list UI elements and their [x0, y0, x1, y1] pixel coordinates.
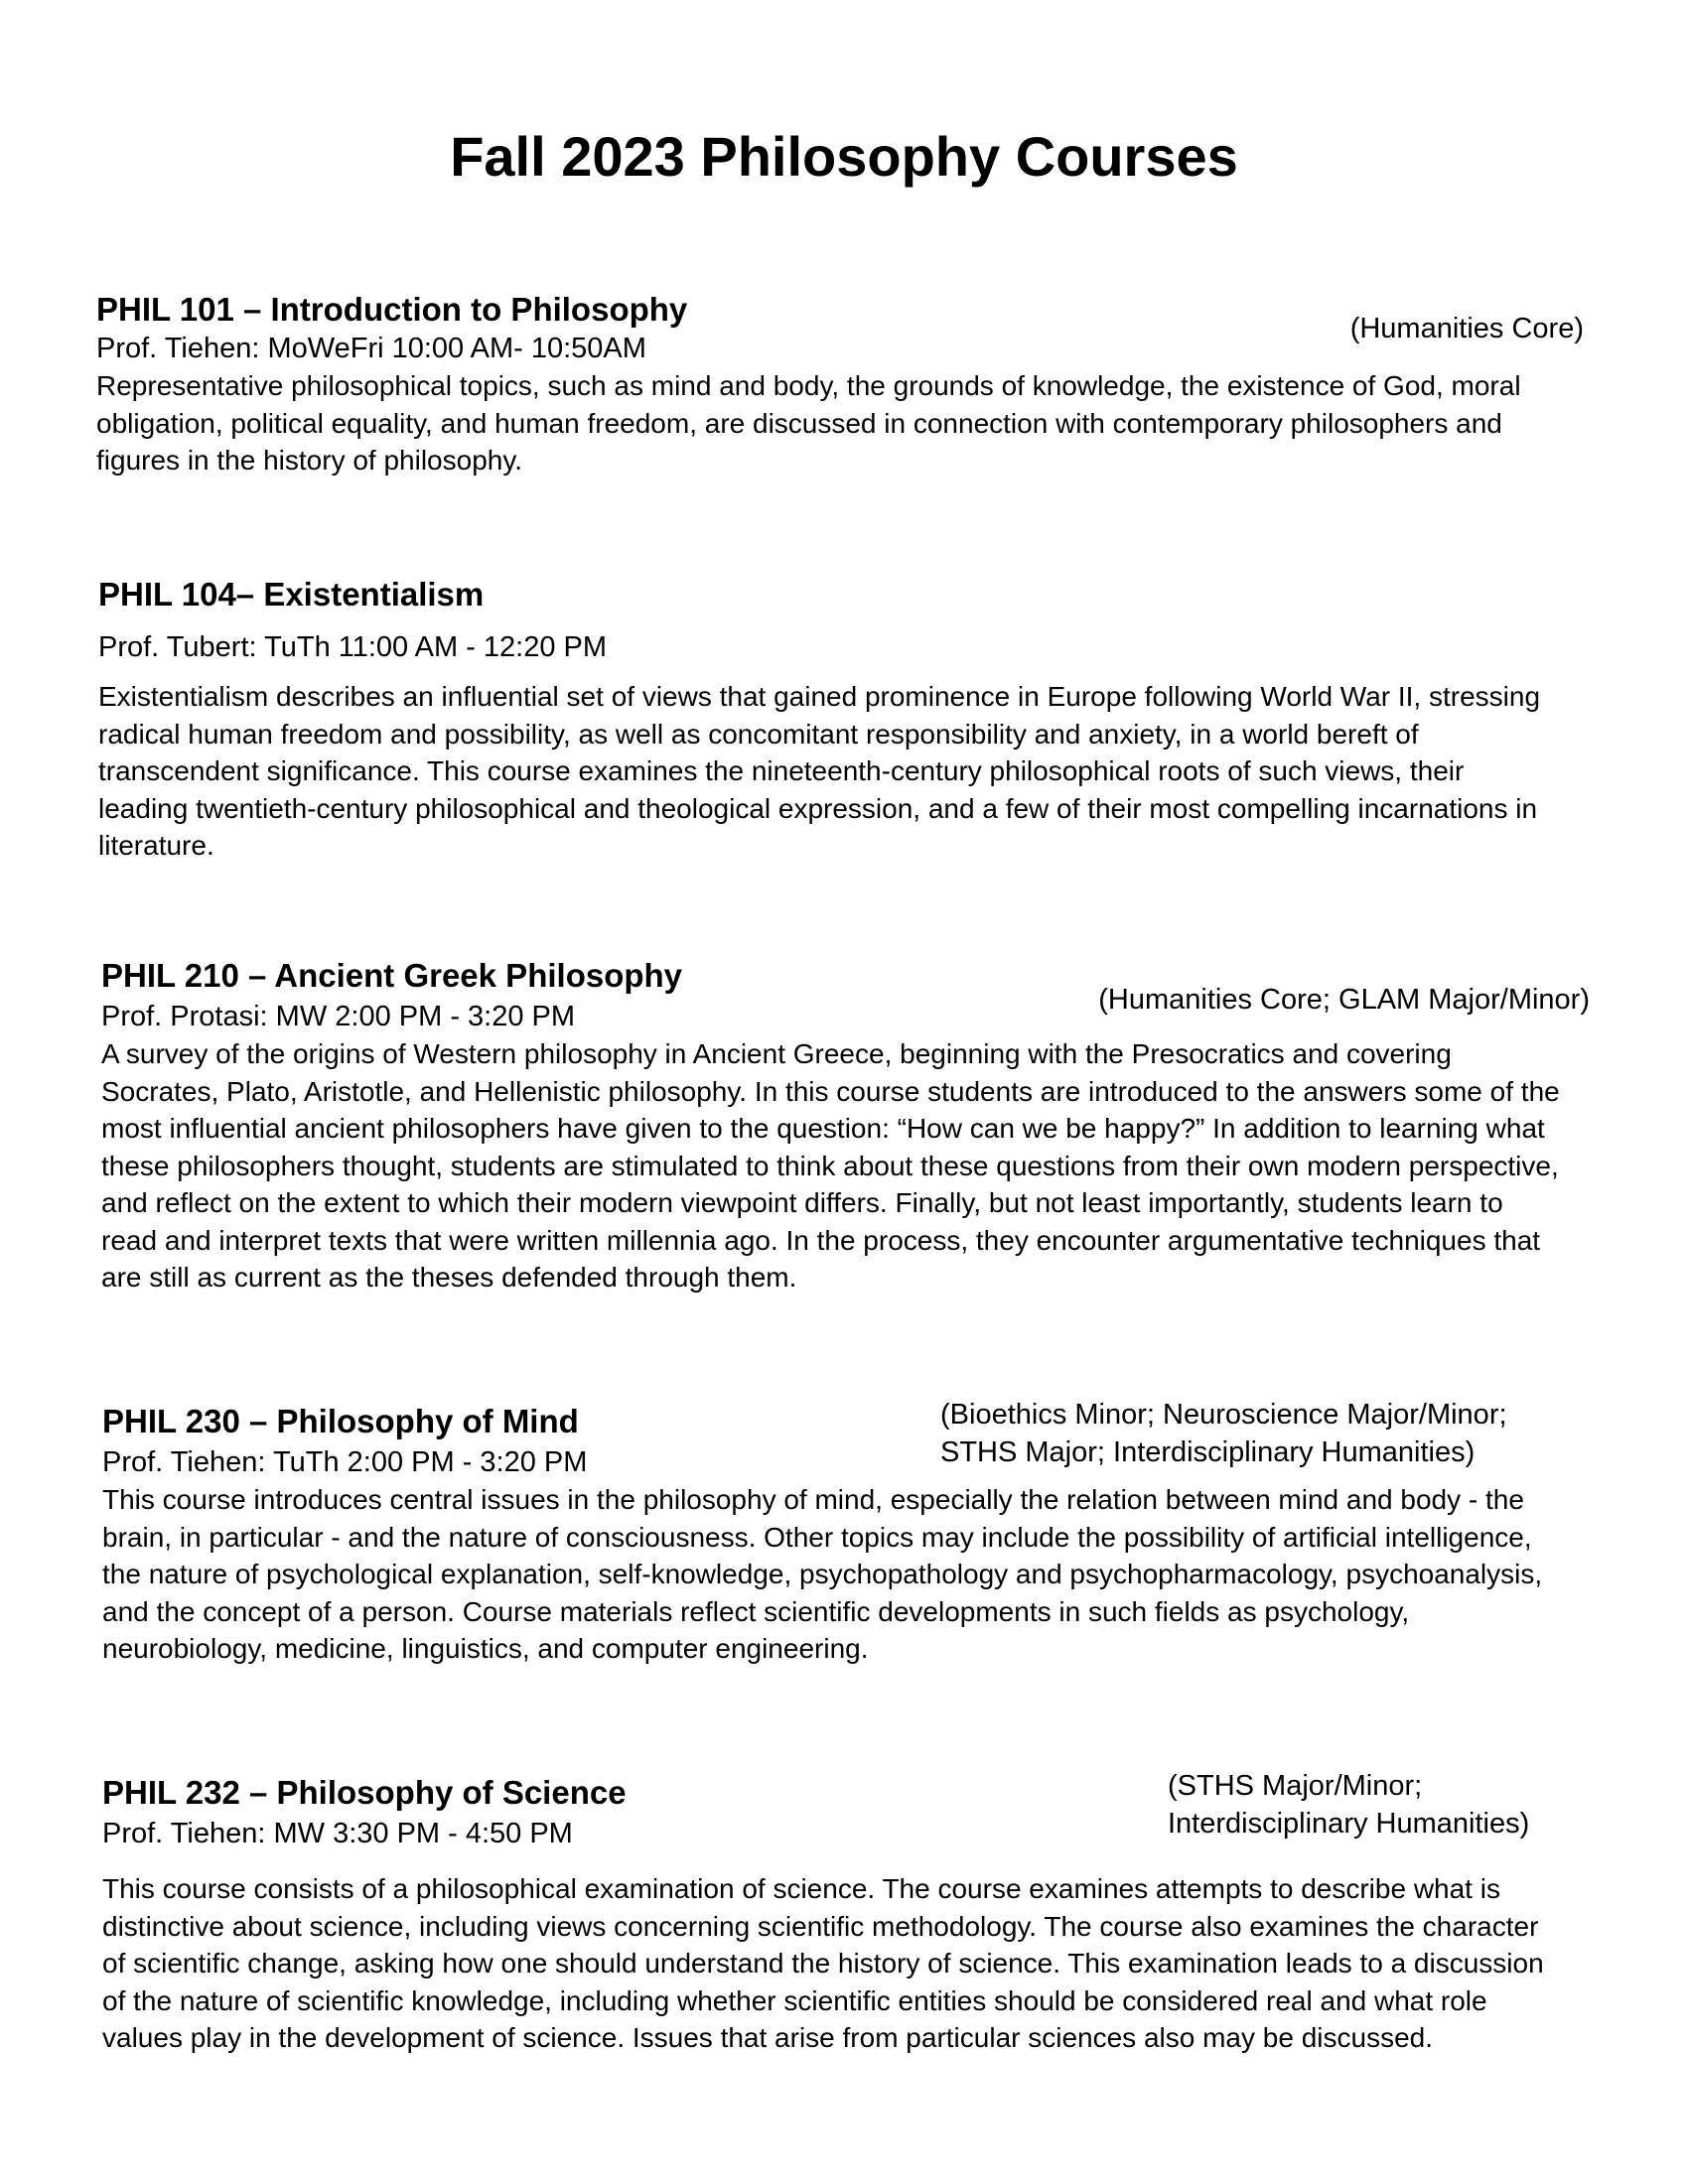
course-title: PHIL 210 – Ancient Greek Philosophy	[101, 957, 683, 994]
course-description: Representative philosophical topics, such as mind and body, the grounds of knowledge, the existence of God, moral obligation, political equality, and human freedom, are discussed in connection with contemporary philosophers and figures in the history of philosophy.	[96, 370, 1521, 476]
course-tags	[1098, 981, 1590, 1019]
course-tag-line: (Bioethics Minor; Neuroscience Major/Minor;	[940, 1399, 1507, 1431]
course-tags	[1350, 310, 1584, 347]
course-professor: Prof. Tiehen: MW 3:30 PM - 4:50 PM	[102, 1818, 573, 1849]
course-professor: Prof. Tubert: TuTh 11:00 AM - 12:20 PM	[98, 631, 608, 663]
course-title: PHIL 232 – Philosophy of Science	[102, 1774, 627, 1811]
course-tag-line: (Humanities Core; GLAM Major/Minor)	[1098, 984, 1590, 1016]
course-tags	[1168, 1767, 1529, 1843]
course-title: PHIL 104– Existentialism	[98, 576, 485, 613]
course-tag-line: (STHS Major/Minor;	[1168, 1770, 1423, 1802]
course-description: A survey of the origins of Western philosophy in Ancient Greece, beginning with the Presocratics and covering Socrates, Plato, Aristotle, and Hellenistic philosophy. In this course students are introduced to the answers some of the most influential ancient philosophers have given to the question: “How can we be happy?” In addition to learning what these philosophers thought, students are stimulated to think about these questions from their own modern perspective, and reflect on the extent to which their modern viewpoint differs. Finally, but not least importantly, students learn to read and interpret texts that were written millennia ago. In the process, they encounter argumentative techniques that are still as current as the theses defended through them.	[101, 1038, 1560, 1293]
course-professor: Prof. Tiehen: MoWeFri 10:00 AM- 10:50AM	[96, 333, 646, 364]
course-professor: Prof. Tiehen: TuTh 2:00 PM - 3:20 PM	[102, 1446, 588, 1478]
course-description: This course consists of a philosophical examination of science. The course examines attempts to describe what is distinctive about science, including views concerning scientific methodology. The course also examines the character of scientific change, asking how one should understand the history of science. This examination leads to a discussion of the nature of scientific knowledge, including whether scientific entities should be considered real and what role values play in the development of science. Issues that arise from particular sciences also may be discussed.	[102, 1873, 1544, 2053]
course-title: PHIL 101 – Introduction to Philosophy	[96, 291, 688, 328]
course-tag-line: Interdisciplinary Humanities)	[1168, 1808, 1530, 1840]
course-tag-line: STHS Major; Interdisciplinary Humanities)	[940, 1436, 1476, 1468]
course-professor: Prof. Protasi: MW 2:00 PM - 3:20 PM	[101, 1001, 576, 1032]
course-description: This course introduces central issues in the philosophy of mind, especially the relation between mind and body - the brain, in particular - and the nature of consciousness. Other topics may include the possibility of artificial intelligence, the nature of psychological explanation, self-knowledge, psychopathology and psychopharmacology, psychoanalysis, and the concept of a person. Course materials reflect scientific developments in such fields as psychology, neurobiology, medicine, linguistics, and computer engineering.	[102, 1484, 1543, 1664]
course-description: Existentialism describes an influential set of views that gained prominence in Europe following World War II, stressing radical human freedom and possibility, as well as concomitant responsibility and anxiety, in a world bereft of transcendent significance. This course examines the nineteenth-century philosophical roots of such views, their leading twentieth-century philosophical and theological expression, and a few of their most compelling incarnations in literature.	[98, 681, 1541, 861]
course-tags	[940, 1396, 1507, 1471]
course-tag-line: (Humanities Core)	[1349, 313, 1584, 344]
page-title: Fall 2023 Philosophy Courses	[450, 125, 1238, 188]
course-title: PHIL 230 – Philosophy of Mind	[102, 1403, 579, 1439]
